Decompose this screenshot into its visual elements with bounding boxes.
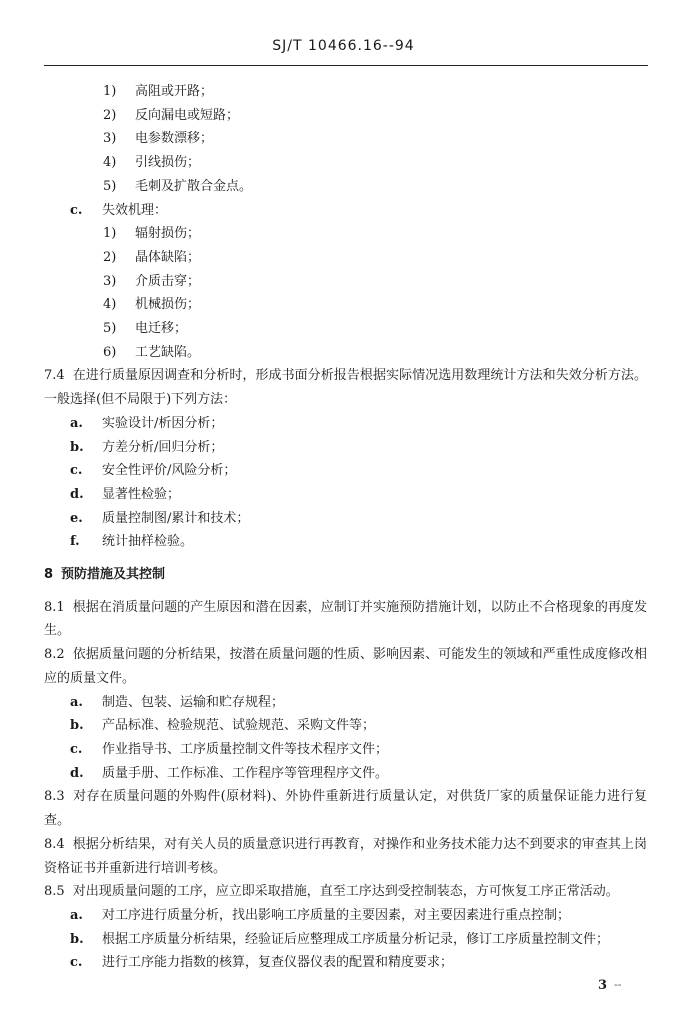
quality-document-list (0, 691, 687, 786)
list-marker: 6) (103, 344, 117, 360)
list-marker: 5) (103, 321, 117, 337)
list-item (0, 293, 687, 317)
list-marker: 3) (103, 273, 117, 289)
list-item-text: 统计抽样检验。 (102, 534, 194, 550)
item-c-title: 失效机理： (102, 202, 168, 218)
list-item-text: 机械损伤； (135, 297, 201, 313)
item-c (0, 199, 687, 223)
paragraph-number: 8.4 (44, 836, 65, 852)
list-item (0, 530, 687, 554)
list-item (0, 762, 687, 786)
list-item (0, 436, 687, 460)
section-title: 预防措施及其控制 (61, 567, 166, 583)
list-marker: 1) (103, 84, 117, 99)
list-item-text: 对工序进行质量分析，找出影响工序质量的主要因素，对主要因素进行重点控制； (102, 907, 571, 923)
list-item-text: 显著性检验； (102, 486, 181, 502)
header-rule (44, 65, 648, 66)
list-item (0, 459, 687, 483)
process-step-list (0, 904, 687, 975)
list-item (0, 127, 687, 151)
section-number: 8 (44, 567, 54, 583)
list-item-text: 方差分析/回归分析； (102, 439, 224, 455)
list-item-text: 质量手册、工作标准、工作程序等管理程序文件。 (102, 765, 389, 781)
document-body (0, 80, 687, 975)
paragraph-8-4 (0, 833, 687, 880)
analysis-method-list (0, 412, 687, 554)
paragraph-number: 8.3 (44, 789, 65, 805)
list-item (0, 270, 687, 294)
list-marker: b. (70, 439, 84, 455)
list-marker: 1) (103, 226, 117, 242)
list-item-text: 介质击穿； (135, 273, 201, 289)
list-marker: d. (70, 486, 84, 502)
document-code-header: SJ/T 10466.16--94 (272, 38, 415, 54)
list-item-text: 高阻或开路； (135, 84, 214, 99)
list-item (0, 412, 687, 436)
item-c-mark: c. (70, 202, 83, 218)
list-item (0, 951, 687, 975)
list-item (0, 507, 687, 531)
list-item (0, 104, 687, 128)
list-marker: c. (70, 463, 83, 479)
list-item-text: 反向漏电或短路； (135, 107, 240, 123)
paragraph-7-4 (0, 364, 687, 411)
paragraph-text: 对出现质量问题的工序，应立即采取措施，直至工序达到受控制装态，方可恢复工序正常活动。 (72, 884, 619, 900)
list-item (0, 80, 687, 104)
list-item (0, 222, 687, 246)
failure-mechanism-list (0, 222, 687, 364)
paragraph-8-3 (0, 785, 687, 832)
list-marker: b. (70, 718, 84, 734)
list-item (0, 317, 687, 341)
list-marker: c. (70, 741, 83, 757)
list-item-text: 制造、包装、运输和贮存规程； (102, 694, 285, 710)
list-marker: a. (70, 694, 83, 710)
list-marker: d. (70, 765, 84, 781)
list-item-text: 工艺缺陷。 (135, 344, 201, 360)
list-item-text: 进行工序能力指数的核算，复查仪器仪表的配置和精度要求； (102, 955, 454, 971)
list-item (0, 175, 687, 199)
list-marker: 2) (103, 107, 117, 123)
list-item (0, 151, 687, 175)
section-8-heading (0, 563, 687, 587)
list-item-text: 安全性评价/风险分析； (102, 463, 237, 479)
paragraph-number: 8.1 (44, 599, 65, 615)
paragraph-text: 依据质量问题的分析结果，按潜在质量问题的性质、影响因素、可能发生的领域和严重性成度修改相应的质量文件。 (44, 647, 647, 686)
list-marker: 2) (103, 249, 117, 265)
paragraph-text: 根据在消质量问题的产生原因和潜在因素，应制订并实施预防措施计划，以防止不合格现象的再度发生。 (44, 599, 647, 639)
list-item-text: 电迁移； (135, 321, 188, 337)
list-marker: 3) (103, 131, 117, 147)
list-marker: f. (70, 534, 80, 550)
list-item (0, 246, 687, 270)
paragraph-number: 7.4 (44, 368, 65, 384)
list-item-text: 作业指导书、工序质量控制文件等技术程序文件； (102, 741, 389, 757)
list-item-text: 根据工序质量分析结果，经验证后应整理成工序质量分析记录，修订工序质量控制文件； (102, 931, 610, 947)
list-marker: 4) (103, 297, 117, 313)
paragraph-number: 8.5 (44, 884, 65, 900)
paragraph-number: 8.2 (44, 647, 65, 663)
paragraph-text: 根据分析结果，对有关人员的质量意识进行再教育，对操作和业务技术能力达不到要求的审查其上岗资格证书并重新进行培训考核。 (44, 836, 647, 876)
list-item (0, 928, 687, 952)
page-number-trail: -- (614, 978, 622, 991)
list-item-text: 实验设计/析因分析； (102, 415, 224, 431)
paragraph-8-2 (0, 643, 687, 690)
page-number: 3 (598, 978, 608, 993)
list-marker: 4) (103, 155, 117, 171)
list-item (0, 714, 687, 738)
list-item (0, 904, 687, 928)
list-marker: c. (70, 955, 83, 971)
list-item-text: 质量控制图/累计和技术； (102, 510, 250, 526)
paragraph-text: 对存在质量问题的外购件(原材料)、外协件重新进行质量认定，对供货厂家的质量保证能力进行复查。 (44, 789, 647, 829)
list-item (0, 341, 687, 365)
list-item-text: 毛刺及扩散合金点。 (135, 178, 253, 194)
list-item (0, 738, 687, 762)
list-item-text: 辐射损伤； (135, 226, 201, 242)
list-marker: a. (70, 907, 83, 923)
paragraph-text: 在进行质量原因调查和分析时，形成书面分析报告根据实际情况选用数理统计方法和失效分析方法。一般选择(但不局限于)下列方法： (44, 368, 647, 408)
list-item-text: 产品标准、检验规范、试验规范、采购文件等； (102, 718, 376, 734)
list-item-text: 引线损伤； (135, 155, 201, 171)
list-marker: a. (70, 415, 83, 431)
list-marker: b. (70, 931, 84, 947)
list-item (0, 483, 687, 507)
paragraph-8-1 (0, 596, 687, 643)
list-item-text: 电参数漂移； (135, 131, 214, 147)
failure-mode-list (0, 80, 687, 199)
paragraph-8-5 (0, 880, 687, 904)
list-item (0, 691, 687, 715)
list-marker: 5) (103, 178, 117, 194)
list-item-text: 晶体缺陷； (135, 249, 201, 265)
list-marker: e. (70, 510, 83, 526)
